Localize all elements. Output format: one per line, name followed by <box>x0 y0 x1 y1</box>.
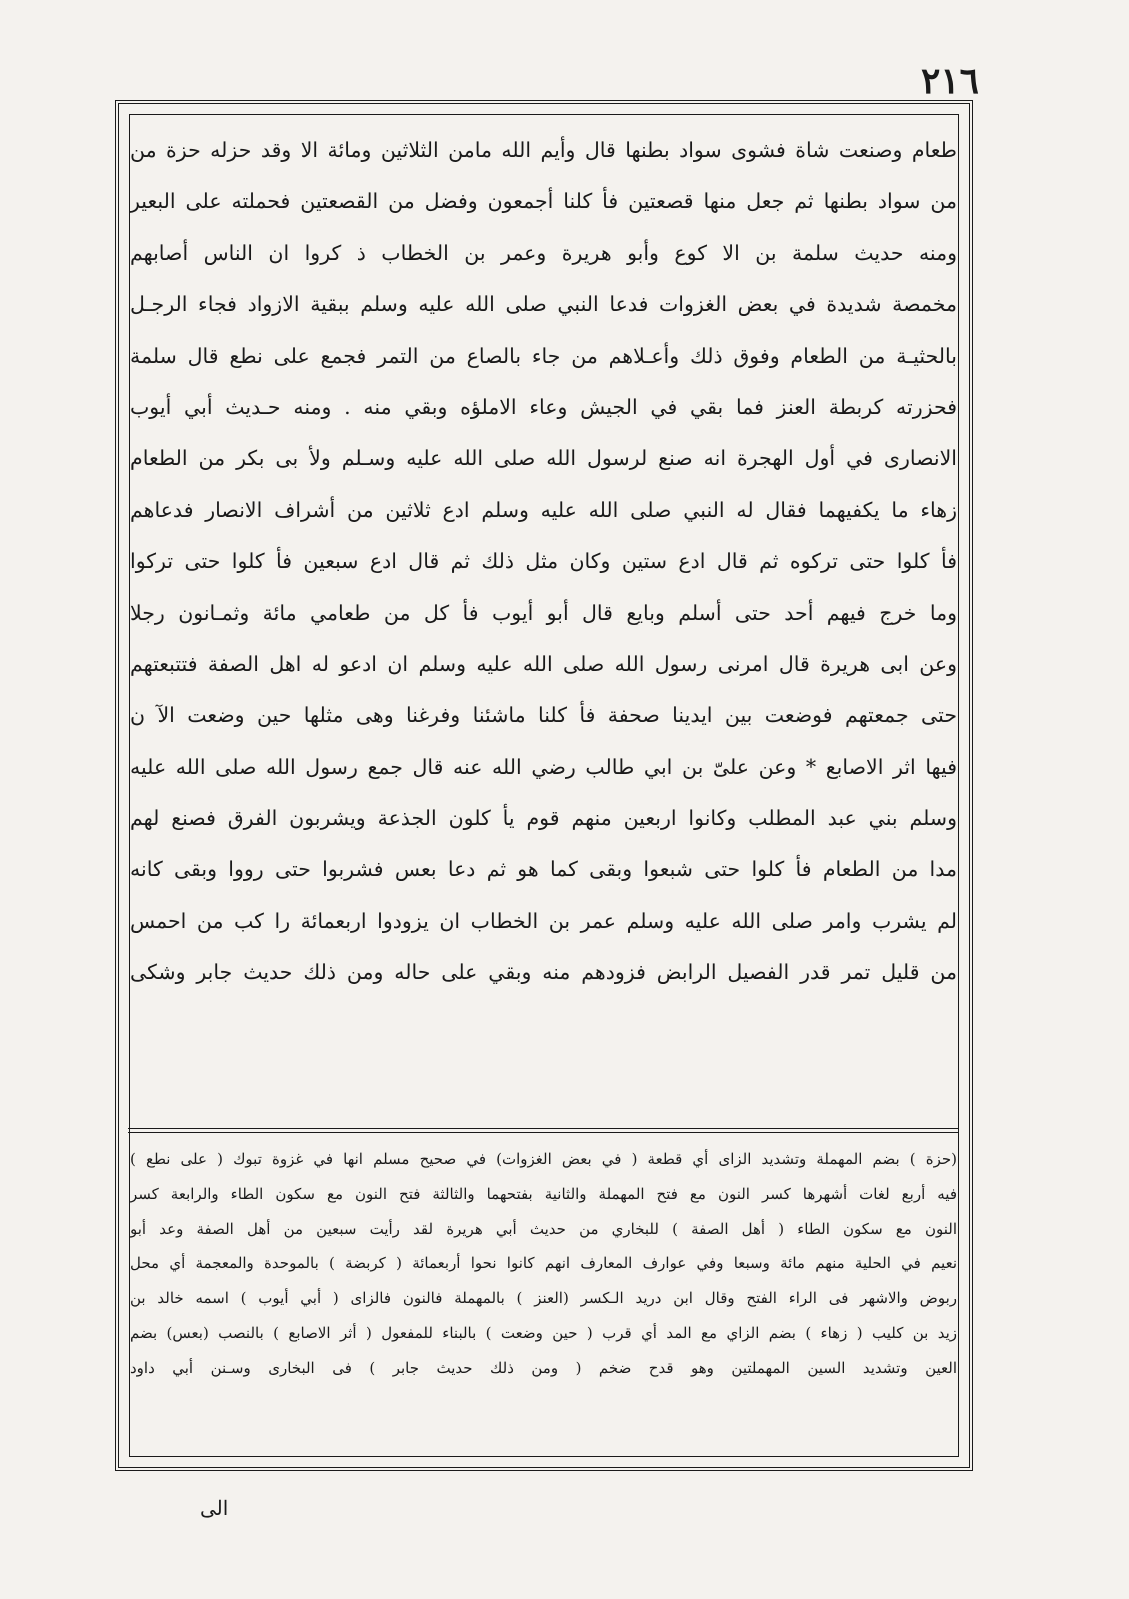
footnote-line: (حزة ) بضم المهملة وتشديد الزاى أي قطعة ( في بعض الغزوات) في صحيح مسلم انها في غزوة تبوك ( على نطع ) <box>130 1150 957 1168</box>
main-text-line: طعام وصنعت شاة فشوى سواد بطنها قال وأيم الله مامن الثلاثين ومائة الا وقد حزله حزة من <box>130 138 957 162</box>
page-number: ٢١٦ <box>920 60 979 102</box>
main-text-line: الانصارى في أول الهجرة انه صنع لرسول الله صلى الله عليه وسـلم ولأ بى بكر من الطعام <box>130 446 957 471</box>
main-text <box>130 125 957 1125</box>
main-text-line: فحزرته كربطة العنز فما بقي في الجيش وعاء الاملؤه وبقي منه . ومنه حـديث أبي أيوب <box>130 394 957 419</box>
main-text-line: حتى جمعتهم فوضعت بين ايدينا صحفة فأ كلنا ماشئنا وفرغنا وهى مثلها حين وضعت الآ ن <box>130 703 957 728</box>
footnote-line: ربوض والاشهر فى الراء الفتح وقال ابن دريد الـكسر (العنز ) بالمهملة فالنون فالزاى ( أبي أيوب ) اسمه خالد بن <box>130 1289 957 1308</box>
footnote-line: العين وتشديد السين المهملتين وهو قدح ضخم ( ومن ذلك حديث جابر ) فى البخارى وسـنن أبي داود <box>130 1358 957 1377</box>
main-text-line: وسلم بني عبد المطلب وكانوا اربعين منهم قوم يأ كلون الجذعة ويشربون الفرق فصنع لهم <box>130 806 957 831</box>
footnote-divider <box>128 1128 958 1129</box>
main-text-line: فيها اثر الاصابع * وعن علىّ بن ابي طالب رضي الله عنه قال جمع رسول الله صلى الله عليه <box>130 754 957 779</box>
main-text-line: من سواد بطنها ثم جعل منها قصعتين فأ كلنا أجمعون وفضل من القصعتين فحملته على البعير <box>130 189 957 214</box>
main-text-line: لم يشرب وامر صلى الله عليه وسلم عمر بن الخطاب ان يزودوا اربعمائة را كب من احمس <box>130 908 957 933</box>
footnote-line: فيه أربع لغات أشهرها كسر النون مع فتح المهملة والثانية بفتحهما والثالثة فتح النون مع سكون الطاء والرابعة كسر <box>130 1184 957 1203</box>
main-text-line: ومنه حديث سلمة بن الا كوع وأبو هريرة وعمر بن الخطاب ذ كروا ان الناس أصابهم <box>130 240 957 265</box>
footnote-line: نعيم في الحلية منهم مائة وسبعا وفي عوارف المعارف انهم كانوا نحوا أربعمائة ( كربضة ) بالموحدة والمعجمة أي محل <box>130 1254 957 1273</box>
main-text-line: من قليل تمر قدر الفصيل الرابض فزودهم منه وبقي على حاله ومن ذلك حديث جابر وشكى <box>130 960 957 985</box>
main-text-line: وعن ابى هريرة قال امرنى رسول الله صلى الله عليه وسلم ان ادعو له اهل الصفة فتتبعتهم <box>130 651 957 676</box>
main-text-line: وما خرج فيهم أحد حتى أسلم وبايع قال أبو أيوب فأ كل من طعامي مائة وثمـانون رجلا <box>130 600 957 625</box>
main-text-line: فأ كلوا حتى تركوه ثم قال ادع ستين وكان مثل ذلك ثم قال ادع سبعين فأ كلوا حتى تركوا <box>130 549 957 574</box>
footnotes <box>130 1142 957 1457</box>
footnote-divider-second <box>128 1132 958 1133</box>
main-text-line: مدا من الطعام فأ كلوا حتى شبعوا وبقى كما هو ثم دعا بعس فشربوا حتى رووا وبقى كانه <box>130 857 957 882</box>
footnote-line: النون مع سكون الطاء ( أهل الصفة ) للبخاري من حديث أبي هريرة لقد رأيت سبعين من أهل الصفة وعد أبو <box>130 1219 957 1238</box>
catchword: الى <box>200 1496 229 1520</box>
footnote-line: زيد بن كليب ( زهاء ) بضم الزاي مع المد أي قرب ( حين وضعت ) بالبناء للمفعول ( أثر الاصابع ) بالنصب (بعس) بضم <box>130 1323 957 1342</box>
main-text-line: بالحثيـة من الطعام وفوق ذلك وأعـلاهم من جاء بالصاع من التمر فجمع على نطع قال سلمة <box>130 343 957 368</box>
main-text-line: زهاء ما يكفيهما فقال له النبي صلى الله عليه وسلم ادع ثلاثين من أشراف الانصار فدعاهم <box>130 497 957 522</box>
main-text-line: مخمصة شديدة في بعض الغزوات فدعا النبي صلى الله عليه وسلم ببقية الازواد فجاء الرجـل <box>130 292 957 317</box>
